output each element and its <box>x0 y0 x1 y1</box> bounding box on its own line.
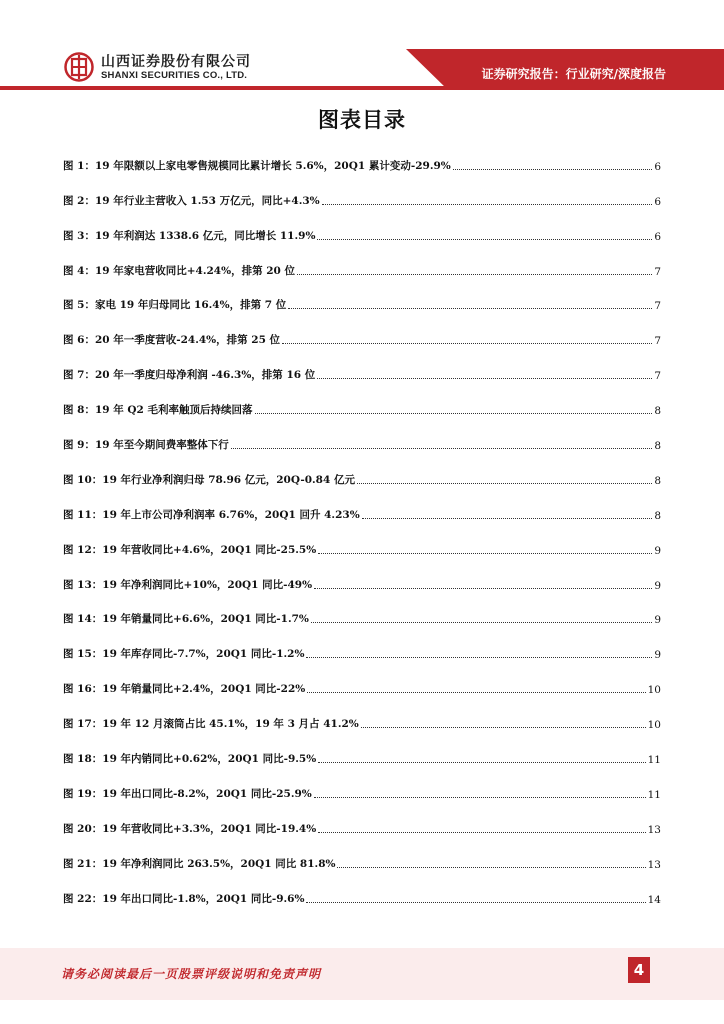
toc-entry-label: 图 8：19 年 Q2 毛利率触顶后持续回落 <box>63 404 253 417</box>
toc-entry-page: 13 <box>647 858 661 871</box>
toc-entry[interactable] <box>63 705 661 740</box>
toc-entry[interactable] <box>63 356 661 391</box>
toc-entry-label: 图 7：20 年一季度归母净利润 -46.3%，排第 16 位 <box>63 369 316 382</box>
toc-entry[interactable] <box>63 601 661 636</box>
toc-entry-label: 图 6：20 年一季度营收-24.4%，排第 25 位 <box>63 334 281 347</box>
toc-dot-leader <box>317 239 652 240</box>
toc-entry-page: 11 <box>647 754 661 767</box>
toc-entry-page: 9 <box>654 614 661 627</box>
toc-dot-leader <box>322 204 653 205</box>
toc-entry-page: 8 <box>654 405 661 418</box>
toc-entry[interactable] <box>63 810 661 845</box>
toc-dot-leader <box>231 448 653 449</box>
toc-entry-label: 图 14：19 年销量同比+6.6%，20Q1 同比-1.7% <box>63 613 309 626</box>
toc-entry-label: 图 18：19 年内销同比+0.62%，20Q1 同比-9.5% <box>63 753 317 766</box>
toc-dot-leader <box>361 727 646 728</box>
toc-entry-page: 11 <box>647 788 661 801</box>
toc-entry[interactable] <box>63 321 661 356</box>
figure-toc-list <box>63 147 661 915</box>
toc-entry-page: 7 <box>654 300 661 313</box>
toc-entry[interactable] <box>63 182 661 217</box>
toc-dot-leader <box>297 274 652 275</box>
toc-entry-label: 图 17：19 年 12 月滚筒占比 45.1%，19 年 3 月占 41.2% <box>63 718 359 731</box>
toc-dot-leader <box>306 657 652 658</box>
toc-entry[interactable] <box>63 670 661 705</box>
toc-entry-label: 图 4：19 年家电营收同比+4.24%，排第 20 位 <box>63 264 295 277</box>
toc-entry-label: 图 16：19 年销量同比+2.4%，20Q1 同比-22% <box>63 683 306 696</box>
toc-entry-page: 8 <box>654 509 661 522</box>
toc-entry-label: 图 12：19 年营收同比+4.6%，20Q1 同比-25.5% <box>63 543 317 556</box>
page-number: 4 <box>628 957 650 983</box>
company-name-cn: 山西证券股份有限公司 <box>101 54 251 70</box>
toc-entry[interactable] <box>63 531 661 566</box>
report-type-label: 证券研究报告：行业研究/深度报告 <box>481 67 666 81</box>
toc-entry[interactable] <box>63 845 661 880</box>
toc-entry-label: 图 1：19 年限额以上家电零售规模同比累计增长 5.6%，20Q1 累计变动-29.9% <box>63 159 451 172</box>
toc-dot-leader <box>307 692 645 693</box>
toc-entry-page: 8 <box>654 474 661 487</box>
toc-entry-page: 10 <box>647 684 661 697</box>
toc-dot-leader <box>317 378 652 379</box>
page-header <box>0 0 724 90</box>
toc-dot-leader <box>282 343 652 344</box>
page-title: 图表目录 <box>318 108 406 132</box>
toc-entry-page: 13 <box>647 823 661 836</box>
toc-entry[interactable] <box>63 461 661 496</box>
toc-dot-leader <box>318 553 652 554</box>
toc-dot-leader <box>362 518 653 519</box>
toc-entry[interactable] <box>63 635 661 670</box>
toc-entry[interactable] <box>63 426 661 461</box>
toc-entry[interactable] <box>63 252 661 287</box>
toc-dot-leader <box>314 797 646 798</box>
toc-dot-leader <box>314 588 652 589</box>
toc-entry-label: 图 15：19 年库存同比-7.7%，20Q1 同比-1.2% <box>63 648 305 661</box>
toc-entry[interactable] <box>63 217 661 252</box>
toc-entry-label: 图 22：19 年出口同比-1.8%，20Q1 同比-9.6% <box>63 892 305 905</box>
toc-entry-page: 7 <box>654 335 661 348</box>
toc-entry-label: 图 10：19 年行业净利润归母 78.96 亿元，20Q-0.84 亿元 <box>63 473 355 486</box>
toc-entry-page: 6 <box>654 230 661 243</box>
toc-entry-page: 10 <box>647 719 661 732</box>
company-name-en: SHANXI SECURITIES CO., LTD. <box>101 70 248 81</box>
toc-entry-label: 图 9：19 年至今期间费率整体下行 <box>63 439 229 452</box>
toc-entry-label: 图 21：19 年净利润同比 263.5%，20Q1 同比 81.8% <box>63 857 336 870</box>
toc-dot-leader <box>357 483 652 484</box>
toc-entry[interactable] <box>63 147 661 182</box>
toc-entry-label: 图 13：19 年净利润同比+10%，20Q1 同比-49% <box>63 578 313 591</box>
toc-dot-leader <box>311 622 652 623</box>
toc-entry-page: 8 <box>654 440 661 453</box>
toc-entry-page: 6 <box>654 195 661 208</box>
toc-entry-page: 9 <box>654 579 661 592</box>
toc-entry-label: 图 3：19 年利润达 1338.6 亿元，同比增长 11.9% <box>63 229 316 242</box>
toc-entry[interactable] <box>63 880 661 915</box>
toc-dot-leader <box>318 832 645 833</box>
toc-dot-leader <box>306 902 645 903</box>
toc-entry-page: 7 <box>654 265 661 278</box>
toc-dot-leader <box>318 762 645 763</box>
toc-entry[interactable] <box>63 496 661 531</box>
toc-dot-leader <box>255 413 653 414</box>
toc-entry-label: 图 11：19 年上市公司净利润率 6.76%，20Q1 回升 4.23% <box>63 508 360 521</box>
toc-entry-page: 7 <box>654 370 661 383</box>
toc-entry[interactable] <box>63 740 661 775</box>
toc-entry-page: 9 <box>654 544 661 557</box>
company-logo-icon <box>64 52 94 82</box>
toc-entry-page: 9 <box>654 649 661 662</box>
toc-entry[interactable] <box>63 391 661 426</box>
toc-entry-label: 图 19：19 年出口同比-8.2%，20Q1 同比-25.9% <box>63 787 312 800</box>
toc-entry[interactable] <box>63 775 661 810</box>
footer-disclaimer: 请务必阅读最后一页股票评级说明和免责声明 <box>61 967 322 981</box>
toc-entry[interactable] <box>63 566 661 601</box>
toc-entry-label: 图 5：家电 19 年归母同比 16.4%，排第 7 位 <box>63 299 287 312</box>
toc-entry-page: 14 <box>647 893 661 906</box>
toc-entry-page: 6 <box>654 160 661 173</box>
toc-entry[interactable] <box>63 287 661 322</box>
toc-entry-label: 图 2：19 年行业主营收入 1.53 万亿元，同比+4.3% <box>63 194 320 207</box>
toc-entry-label: 图 20：19 年营收同比+3.3%，20Q1 同比-19.4% <box>63 822 317 835</box>
toc-dot-leader <box>288 308 652 309</box>
toc-dot-leader <box>337 867 645 868</box>
toc-dot-leader <box>453 169 653 170</box>
